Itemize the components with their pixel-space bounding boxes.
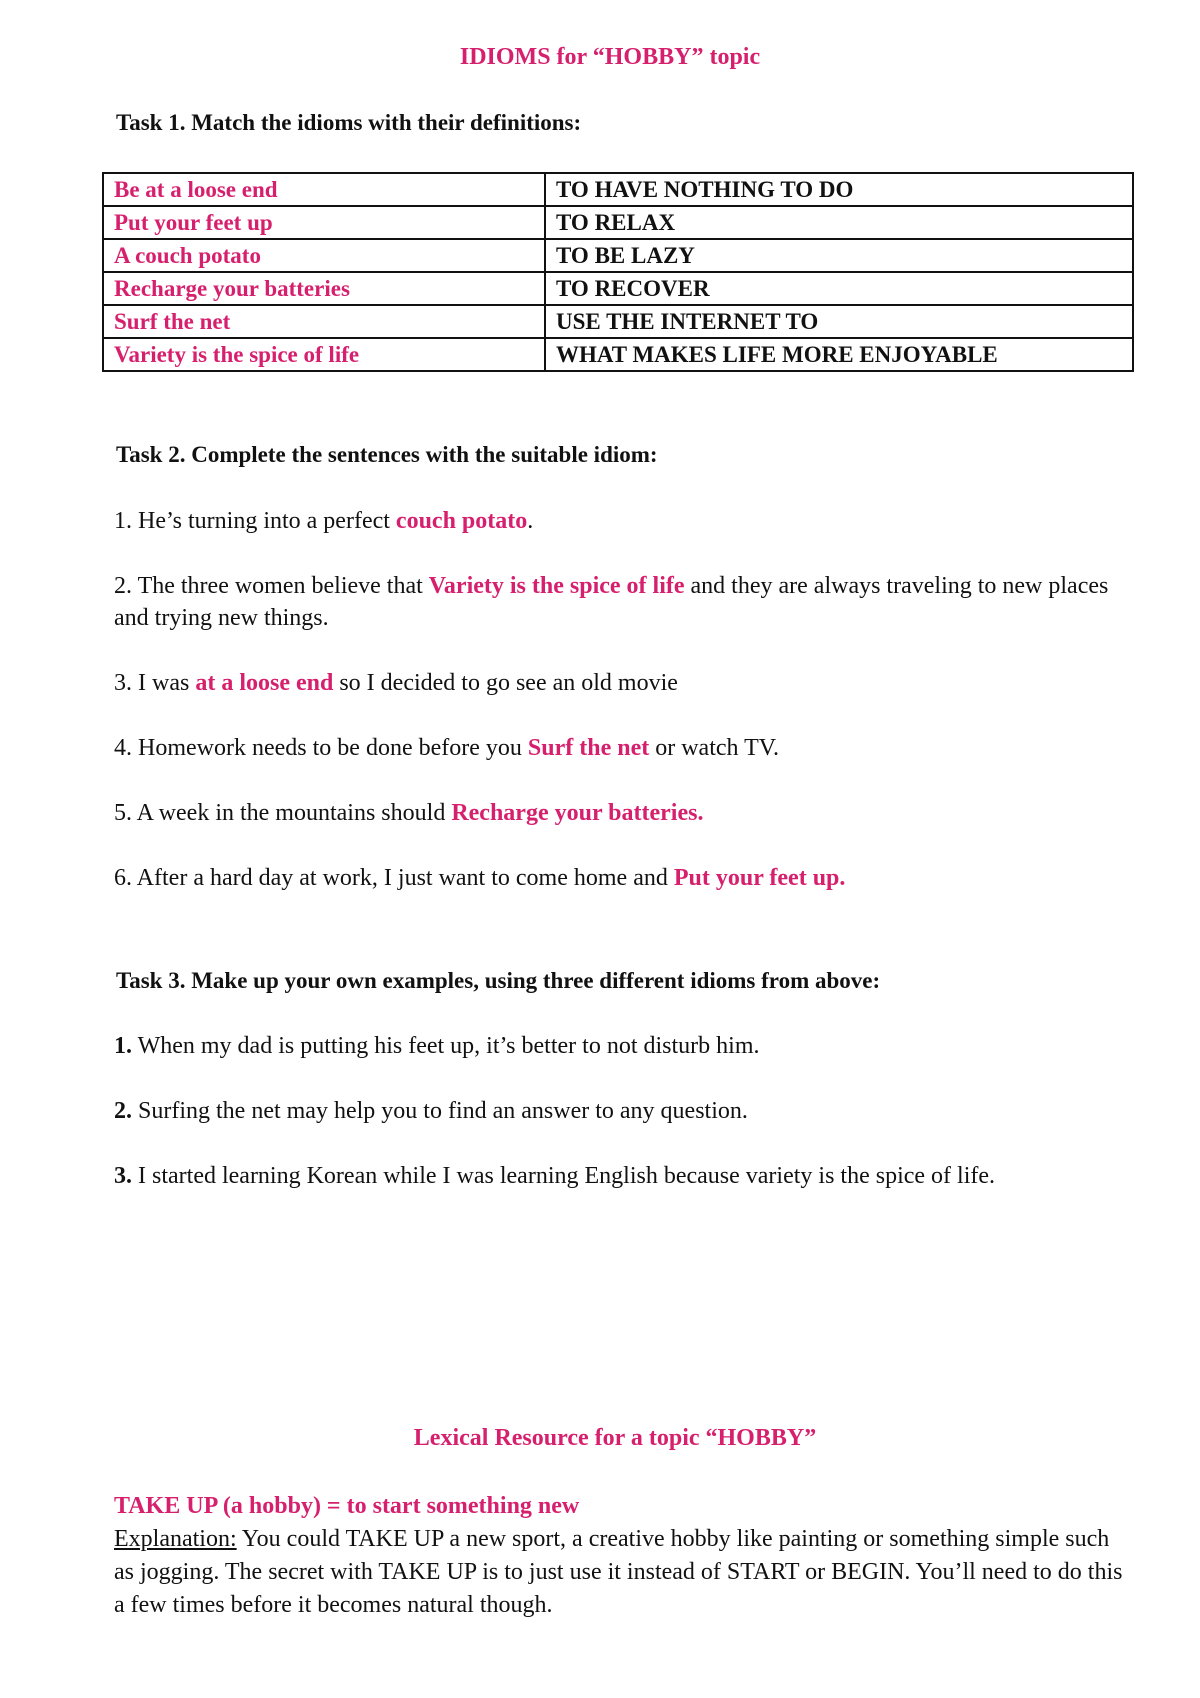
idioms-table xyxy=(102,172,1134,372)
sentence-5 xyxy=(114,797,1134,829)
idiom-cell: Surf the net xyxy=(103,305,545,338)
table-row xyxy=(103,206,1133,239)
example-3 xyxy=(114,1160,1134,1192)
task3-heading: Task 3. Make up your own examples, using three different idioms from above: xyxy=(116,968,881,993)
explanation-text: You could TAKE UP a new sport, a creative hobby like painting or something simple such as jogging. The secret with TAKE UP is to just use it instead of START or BEGIN. You’ll need to do this a few times before it becomes natural though. xyxy=(114,1526,1123,1618)
table-row xyxy=(103,305,1133,338)
example-number: 1. xyxy=(114,1033,132,1059)
sentence-text: 1. He’s turning into a perfect xyxy=(114,508,396,534)
sentence-text: 6. After a hard day at work, I just want to come home and xyxy=(114,865,674,891)
sentence-answer: Surf the net xyxy=(527,735,650,761)
sentence-text: and they are always traveling to new places and trying new things. xyxy=(114,573,1109,631)
definition-cell: TO BE LAZY xyxy=(545,239,1133,272)
example-number: 3. xyxy=(114,1163,132,1189)
sentence-answer: couch potato xyxy=(395,508,528,534)
explanation-label: Explanation: xyxy=(114,1526,237,1552)
example-text: Surfing the net may help you to find an answer to any question. xyxy=(132,1098,748,1124)
idiom-cell: Variety is the spice of life xyxy=(103,338,545,371)
idiom-cell: Recharge your batteries xyxy=(103,272,545,305)
sentence-answer: at a loose end xyxy=(195,670,334,696)
sentence-3 xyxy=(114,667,1134,699)
idiom-cell: A couch potato xyxy=(103,239,545,272)
definition-cell: TO RELAX xyxy=(545,206,1133,239)
sentence-text: 2. The three women believe that xyxy=(114,573,429,599)
sentence-text: 5. A week in the mountains should xyxy=(114,800,452,826)
sentence-text: so I decided to go see an old movie xyxy=(333,670,678,696)
sentence-text: or watch TV. xyxy=(649,735,779,761)
idiom-cell: Put your feet up xyxy=(103,206,545,239)
lexical-explanation xyxy=(114,1523,1134,1622)
sentence-text: . xyxy=(527,508,534,534)
definition-cell: USE THE INTERNET TO xyxy=(545,305,1133,338)
table-row xyxy=(103,272,1133,305)
sentence-4 xyxy=(114,732,1134,764)
sentence-answer: Put your feet up. xyxy=(673,865,846,891)
example-text: I started learning Korean while I was learning English because variety is the spice of life. xyxy=(132,1163,996,1189)
example-1 xyxy=(114,1030,1134,1062)
page-title: IDIOMS for “HOBBY” topic xyxy=(459,44,761,70)
sentence-text: 4. Homework needs to be done before you xyxy=(114,735,528,761)
task2-heading: Task 2. Complete the sentences with the suitable idiom: xyxy=(116,442,658,467)
definition-cell: TO RECOVER xyxy=(545,272,1133,305)
task1-heading: Task 1. Match the idioms with their definitions: xyxy=(116,110,582,135)
sentence-2 xyxy=(114,570,1134,634)
sentence-answer: Variety is the spice of life xyxy=(428,573,685,599)
sentence-answer: Recharge your batteries. xyxy=(451,800,704,826)
table-row xyxy=(103,338,1133,371)
table-row xyxy=(103,239,1133,272)
sentence-1 xyxy=(114,505,1134,537)
sentence-6 xyxy=(114,862,1134,894)
example-2 xyxy=(114,1095,1134,1127)
definition-cell: TO HAVE NOTHING TO DO xyxy=(545,173,1133,206)
lexical-heading: Lexical Resource for a topic “HOBBY” xyxy=(413,1425,817,1451)
example-number: 2. xyxy=(114,1098,132,1124)
idiom-cell: Be at a loose end xyxy=(103,173,545,206)
lexical-phrase: TAKE UP (a hobby) = to start something new xyxy=(114,1493,580,1519)
table-row xyxy=(103,173,1133,206)
definition-cell: WHAT MAKES LIFE MORE ENJOYABLE xyxy=(545,338,1133,371)
example-text: When my dad is putting his feet up, it’s better to not disturb him. xyxy=(132,1033,760,1059)
sentence-text: 3. I was xyxy=(114,670,196,696)
